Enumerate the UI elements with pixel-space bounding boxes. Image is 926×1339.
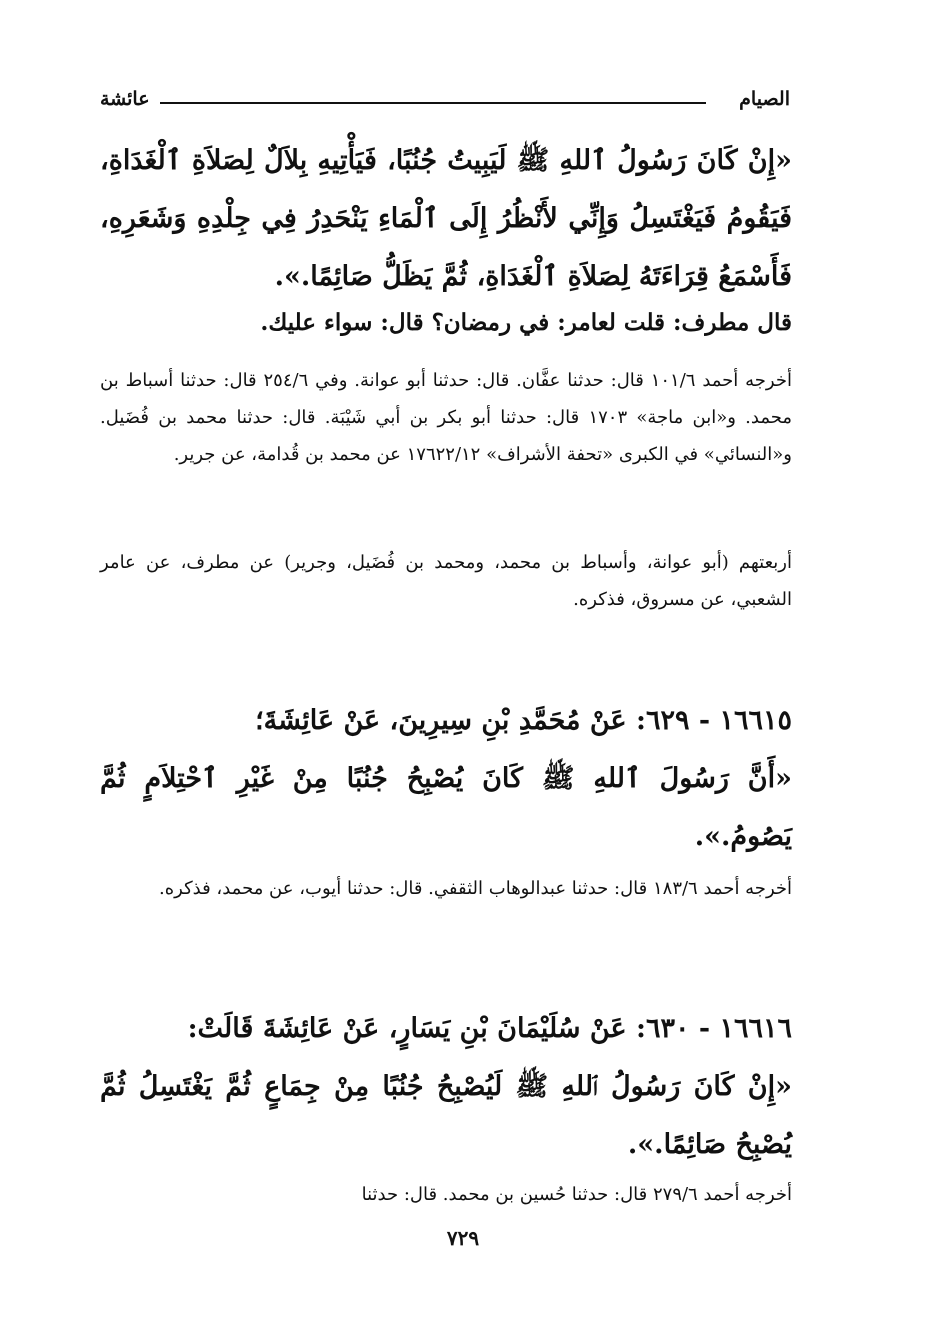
header-rule	[160, 102, 706, 104]
header-chapter-title: الصيام	[739, 88, 790, 110]
narrator-remark: قال مطرف: قلت لعامر: في رمضان؟ قال: سواء عليك.	[260, 309, 792, 336]
hadith-text-1: «إِنْ كَانَ رَسُولُ ٱللهِ ﷺ لَيَبِيتُ جُنُبًا، فَيَأْتِيهِ بِلاَلٌ لِصَلاَةِ ٱلْغَدَاةِ، فَيَقُومُ فَيَغْتَسِلُ وَإِنِّي لأَنْظُرُ إِلَى ٱلْمَاءِ يَنْحَدِرُ فِي جِلْدِهِ وَشَعَرِهِ، فَأَسْمَعُ قِرَاءَتَهُ لِصَلاَةِ ٱلْغَدَاةِ، ثُمَّ يَظَلُّ صَائِمًا.».	[100, 145, 792, 292]
page-number: ٧٢٩	[446, 1226, 480, 1250]
hadith-text-629: «أَنَّ رَسُولَ ٱللهِ ﷺ كَانَ يُصْبِحُ جُنُبًا مِنْ غَيْرِ ٱحْتِلاَمٍ ثُمَّ يَصُومُ.».	[100, 763, 792, 852]
running-header	[100, 82, 790, 122]
hadith-text-630: «إِنْ كَانَ رَسُولُ ٱللهِ ﷺ لَيُصْبِحُ جُنُبًا مِنْ جِمَاعٍ ثُمَّ يَغْتَسِلُ ثُمَّ يُصْبِحُ صَائِمًا.».	[100, 1071, 792, 1160]
header-section-title: عائشة	[100, 88, 150, 110]
hadith-heading-629: ١٦٦١٥ - ٦٢٩: عَنْ مُحَمَّدِ بْنِ سِيرِينَ، عَنْ عَائِشَةَ؛	[255, 705, 792, 736]
hadith-heading-630: ١٦٦١٦ - ٦٣٠: عَنْ سُلَيْمَانَ بْنِ يَسَارٍ، عَنْ عَائِشَةَ قَالَتْ:	[187, 1013, 792, 1044]
takhrij-paragraph-1: أخرجه أحمد ١٠١/٦ قال: حدثنا عفَّان. قال: حدثنا أبو عوانة. وفي ٢٥٤/٦ قال: حدثنا أسباط بن محمد. و«ابن ماجة» ١٧٠٣ قال: حدثنا أبو بكر بن أبي شَيْبَة. قال: حدثنا محمد بن فُضَيل. و«النسائي» في الكبرى «تحفة الأشراف» ١٧٦٢٢/١٢ عن محمد بن قُدامة، عن جرير.	[100, 370, 793, 465]
takhrij-629: أخرجه أحمد ١٨٣/٦ قال: حدثنا عبدالوهاب الثقفي. قال: حدثنا أيوب، عن محمد، فذكره.	[158, 878, 792, 899]
takhrij-630: أخرجه أحمد ٢٧٩/٦ قال: حدثنا حُسين بن محمد. قال: حدثنا	[361, 1184, 792, 1205]
takhrij-paragraph-2: أربعتهم (أبو عوانة، وأسباط بن محمد، ومحمد بن فُضَيل، وجرير) عن مطرف، عن عامر الشعبي، عن مسروق، فذكره.	[100, 552, 792, 610]
